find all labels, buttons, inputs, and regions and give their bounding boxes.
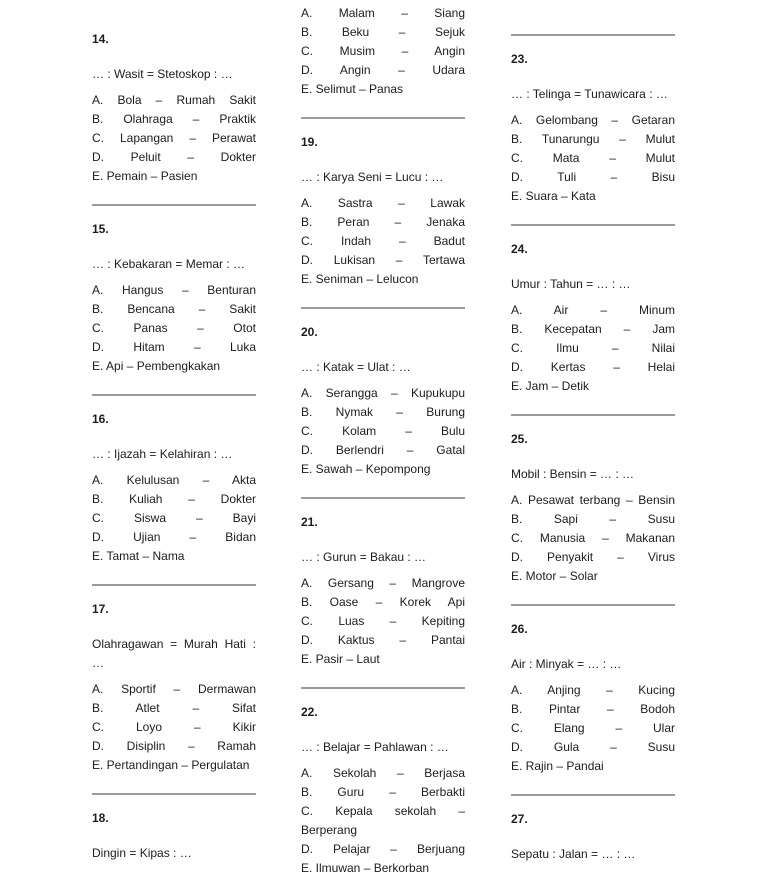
answer-option: E. Ilmuwan – Berkorban: [301, 861, 430, 875]
section-divider: [511, 224, 675, 226]
answer-option: D. Kertas – Helai: [511, 360, 675, 374]
options-list: [301, 384, 465, 479]
section-divider: [511, 414, 675, 416]
question-block: [92, 30, 256, 186]
answer-option: A. Air – Minum: [511, 303, 675, 317]
answer-option: A. Bola – Rumah Sakit: [92, 93, 256, 107]
section-divider: [511, 604, 675, 606]
question-stem: … : Wasit = Stetoskop : …: [92, 67, 233, 81]
answer-option: B. Kecepatan – Jam: [511, 322, 675, 336]
answer-option: C. Ilmu – Nilai: [511, 341, 675, 355]
answer-option: A. Kelulusan – Akta: [92, 473, 256, 487]
answer-option: E. Suara – Kata: [511, 189, 596, 203]
options-list: [92, 91, 256, 186]
answer-option: B. Sapi – Susu: [511, 512, 675, 526]
question-block: [301, 513, 465, 669]
question-block: [92, 809, 256, 863]
answer-option: C. Kepala sekolah – Berperang: [301, 804, 465, 837]
answer-option: B. Guru – Berbakti: [301, 785, 465, 799]
options-list: [92, 471, 256, 566]
question-block: [511, 50, 675, 206]
question-stem: … : Gurun = Bakau : …: [301, 550, 427, 564]
options-list: [301, 194, 465, 289]
answer-option: A. Malam – Siang: [301, 6, 465, 20]
question-block: [301, 323, 465, 479]
answer-option: E. Tamat – Nama: [92, 549, 185, 563]
question-stem: … : Telinga = Tunawicara : …: [511, 87, 668, 101]
question-number: 23.: [511, 52, 528, 66]
answer-option: B. Beku – Sejuk: [301, 25, 465, 39]
section-divider: [301, 307, 465, 309]
question-stem: Olahragawan = Murah Hati : …: [92, 637, 256, 670]
answer-option: A. Hangus – Benturan: [92, 283, 256, 297]
answer-option: B. Peran – Jenaka: [301, 215, 465, 229]
question-block: [92, 220, 256, 376]
answer-option: B. Kuliah – Dokter: [92, 492, 256, 506]
answer-option: C. Musim – Angin: [301, 44, 465, 58]
answer-option: C. Manusia – Makanan: [511, 531, 675, 545]
section-divider: [511, 34, 675, 36]
question-number: 26.: [511, 622, 528, 636]
answer-option: C. Siswa – Bayi: [92, 511, 256, 525]
question-stem: Umur : Tahun = … : …: [511, 277, 631, 291]
question-number: 14.: [92, 32, 109, 46]
answer-option: C. Elang – Ular: [511, 721, 675, 735]
answer-option: A. Anjing – Kucing: [511, 683, 675, 697]
question-stem: Sepatu : Jalan = … : …: [511, 847, 636, 861]
question-number: 16.: [92, 412, 109, 426]
options-list: [511, 301, 675, 396]
section-divider: [301, 687, 465, 689]
answer-option: C. Indah – Badut: [301, 234, 465, 248]
answer-option: A. Sastra – Lawak: [301, 196, 465, 210]
answer-option: D. Disiplin – Ramah: [92, 739, 256, 753]
options-list: [301, 4, 465, 99]
answer-option: A. Sekolah – Berjasa: [301, 766, 465, 780]
answer-option: E. Sawah – Kepompong: [301, 462, 431, 476]
answer-option: B. Tunarungu – Mulut: [511, 132, 675, 146]
section-divider: [92, 793, 256, 795]
question-stem: … : Ijazah = Kelahiran : …: [92, 447, 233, 461]
section-divider: [92, 394, 256, 396]
answer-option: D. Berlendri – Gatal: [301, 443, 465, 457]
question-stem: … : Katak = Ulat : …: [301, 360, 411, 374]
options-list: [301, 574, 465, 669]
answer-option: C. Luas – Kepiting: [301, 614, 465, 628]
answer-option: D. Penyakit – Virus: [511, 550, 675, 564]
answer-option: C. Loyo – Kikir: [92, 720, 256, 734]
answer-option: D. Hitam – Luka: [92, 340, 256, 354]
answer-option: D. Angin – Udara: [301, 63, 465, 77]
answer-option: C. Kolam – Bulu: [301, 424, 465, 438]
question-stem: … : Karya Seni = Lucu : …: [301, 170, 444, 184]
question-stem: Air : Minyak = … : …: [511, 657, 622, 671]
question-number: 20.: [301, 325, 318, 339]
answer-option: E. Api – Pembengkakan: [92, 359, 221, 373]
answer-option: E. Seniman – Lelucon: [301, 272, 419, 286]
answer-option: B. Bencana – Sakit: [92, 302, 256, 316]
answer-option: D. Ujian – Bidan: [92, 530, 256, 544]
answer-option: E. Pemain – Pasien: [92, 169, 198, 183]
answer-option: E. Rajin – Pandai: [511, 759, 604, 773]
answer-option: C. Mata – Mulut: [511, 151, 675, 165]
answer-option: D. Lukisan – Tertawa: [301, 253, 465, 267]
answer-option: E. Jam – Detik: [511, 379, 590, 393]
column-3: [511, 0, 675, 871]
answer-option: E. Pasir – Laut: [301, 652, 380, 666]
question-block: [511, 620, 675, 776]
section-divider: [92, 204, 256, 206]
options-list: [511, 111, 675, 206]
question-block: [92, 600, 256, 775]
answer-option: A. Pesawat terbang – Bensin: [511, 493, 675, 507]
answer-option: A. Serangga – Kupukupu: [301, 386, 465, 400]
column-1: [92, 0, 256, 870]
question-block: [511, 240, 675, 396]
question-number: 22.: [301, 705, 318, 719]
options-list: [92, 680, 256, 775]
section-divider: [511, 794, 675, 796]
question-block: [511, 810, 675, 864]
question-block: [301, 4, 465, 99]
answer-option: C. Lapangan – Perawat: [92, 131, 256, 145]
answer-option: D. Kaktus – Pantai: [301, 633, 465, 647]
question-block: [301, 133, 465, 289]
answer-option: C. Panas – Otot: [92, 321, 256, 335]
options-list: [511, 491, 675, 586]
section-divider: [301, 497, 465, 499]
answer-option: A. Gelombang – Getaran: [511, 113, 675, 127]
question-stem: Dingin = Kipas : …: [92, 846, 192, 860]
question-number: 17.: [92, 602, 109, 616]
question-number: 15.: [92, 222, 109, 236]
section-divider: [301, 117, 465, 119]
answer-option: B. Pintar – Bodoh: [511, 702, 675, 716]
answer-option: D. Tuli – Bisu: [511, 170, 675, 184]
question-number: 27.: [511, 812, 528, 826]
options-list: [92, 281, 256, 376]
question-number: 18.: [92, 811, 109, 825]
answer-option: B. Nymak – Burung: [301, 405, 465, 419]
answer-option: B. Oase – Korek Api: [301, 595, 465, 609]
answer-option: E. Selimut – Panas: [301, 82, 404, 96]
answer-option: B. Atlet – Sifat: [92, 701, 256, 715]
answer-option: E. Pertandingan – Pergulatan: [92, 758, 250, 772]
question-stem: … : Belajar = Pahlawan : …: [301, 740, 449, 754]
answer-option: D. Peluit – Dokter: [92, 150, 256, 164]
question-number: 21.: [301, 515, 318, 529]
section-divider: [92, 584, 256, 586]
question-block: [511, 430, 675, 586]
options-list: [301, 764, 465, 878]
answer-option: D. Pelajar – Berjuang: [301, 842, 465, 856]
question-block: [92, 410, 256, 566]
question-number: 25.: [511, 432, 528, 446]
answer-option: E. Motor – Solar: [511, 569, 598, 583]
column-2: [301, 0, 465, 878]
question-number: 24.: [511, 242, 528, 256]
question-block: [301, 703, 465, 878]
answer-option: A. Sportif – Dermawan: [92, 682, 256, 696]
answer-option: A. Gersang – Mangrove: [301, 576, 465, 590]
question-stem: Mobil : Bensin = … : …: [511, 467, 635, 481]
question-number: 19.: [301, 135, 318, 149]
answer-option: B. Olahraga – Praktik: [92, 112, 256, 126]
answer-option: D. Gula – Susu: [511, 740, 675, 754]
options-list: [511, 681, 675, 776]
question-stem: … : Kebakaran = Memar : …: [92, 257, 246, 271]
